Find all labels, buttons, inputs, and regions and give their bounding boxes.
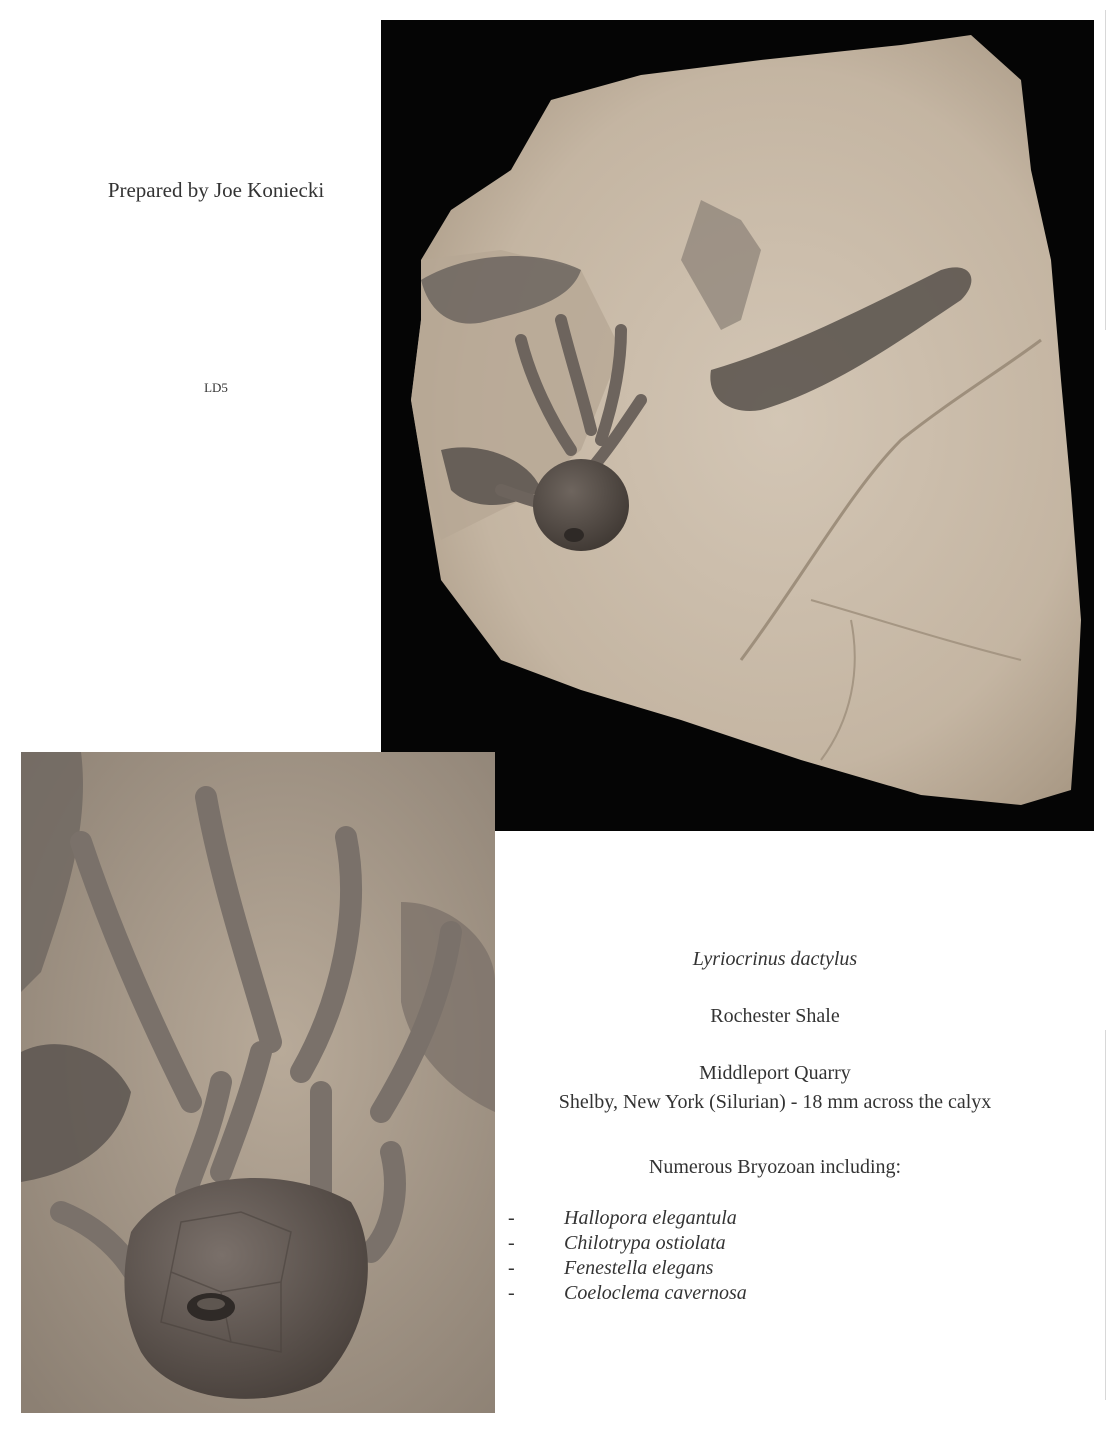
specimen-caption	[495, 945, 1055, 1182]
caption-spacer	[495, 974, 1055, 1002]
slab-illustration-icon	[381, 20, 1094, 831]
list-bullet: -	[508, 1257, 515, 1279]
locality-name: Middleport Quarry	[699, 1062, 851, 1084]
list-bullet: -	[508, 1282, 515, 1304]
bryozoa-name: Chilotrypa ostiolata	[564, 1232, 726, 1254]
crinoid-closeup-photo	[21, 752, 495, 1413]
specimen-code: LD5	[204, 380, 228, 395]
bryozoa-name: Hallopora elegantula	[564, 1207, 737, 1229]
list-item	[508, 1256, 1008, 1281]
bryozoa-list	[508, 1206, 1008, 1306]
list-item	[508, 1231, 1008, 1256]
caption-spacer	[495, 1117, 1055, 1153]
caption-spacer	[495, 1031, 1055, 1059]
list-item	[508, 1206, 1008, 1231]
list-bullet: -	[508, 1232, 515, 1254]
list-bullet: -	[508, 1207, 515, 1229]
scan-edge-line	[1105, 10, 1106, 330]
species-name: Lyriocrinus dactylus	[692, 948, 858, 970]
bryozoa-heading: Numerous Bryozoan including:	[648, 1156, 902, 1178]
formation-name: Rochester Shale	[710, 1005, 840, 1027]
bryozoa-name: Coeloclema cavernosa	[564, 1282, 747, 1304]
bryozoa-name: Fenestella elegans	[564, 1257, 714, 1279]
list-item	[508, 1281, 1008, 1306]
crinoid-illustration-icon	[21, 752, 495, 1413]
fossil-slab-photo	[381, 20, 1094, 831]
scan-edge-line	[1105, 1030, 1106, 1400]
locality-details: Shelby, New York (Silurian) - 18 mm across the calyx	[558, 1091, 992, 1113]
prepared-by-text: Prepared by Joe Koniecki	[107, 178, 325, 202]
